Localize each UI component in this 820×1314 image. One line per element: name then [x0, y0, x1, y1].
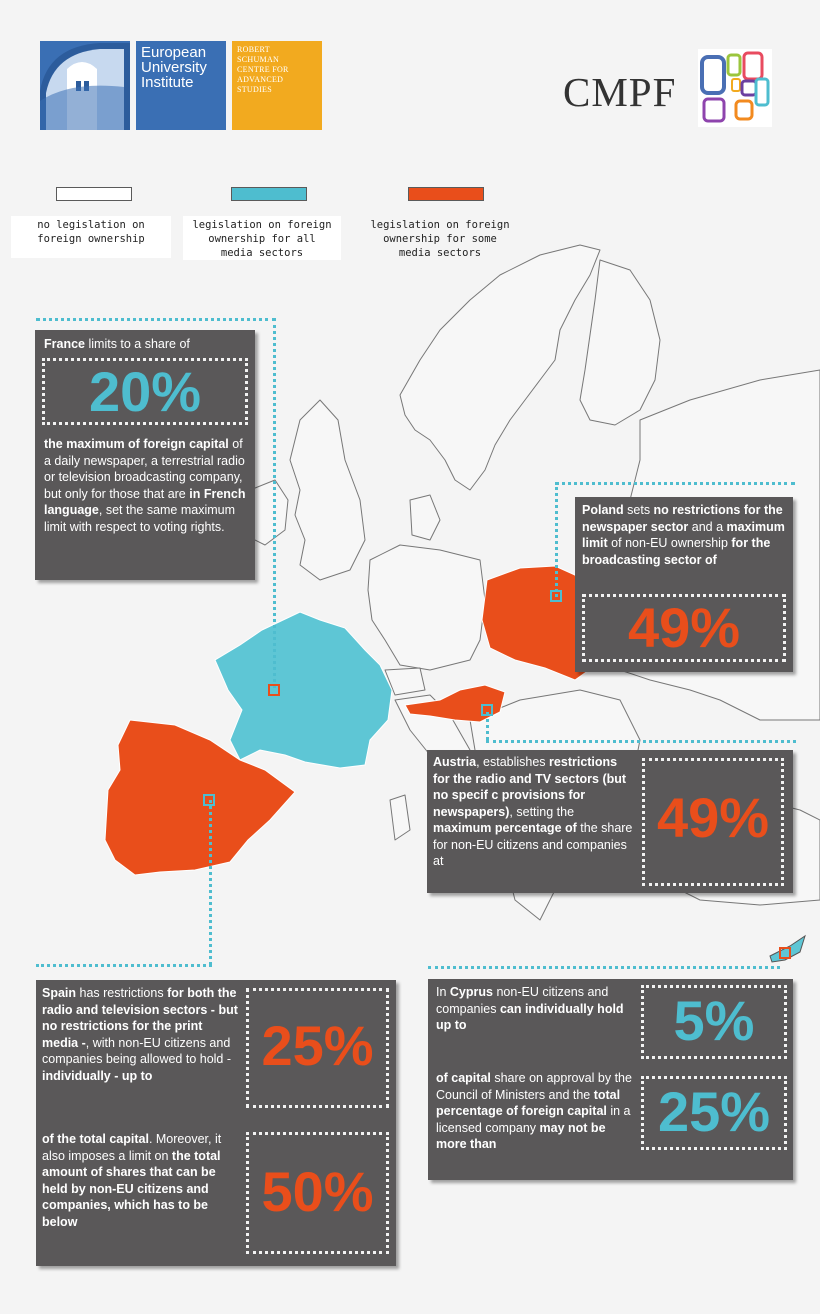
eui-logo-mark: [40, 41, 130, 130]
spain-connector: [209, 800, 212, 965]
poland-connector: [555, 482, 558, 597]
austria-marker: [481, 704, 493, 716]
sardinia: [390, 795, 410, 840]
germany-benelux: [368, 545, 485, 670]
cyprus-connector-top: [428, 966, 780, 969]
legend-label-all: legislation on foreign ownership for all media sectors: [183, 216, 341, 260]
austria-connector-top: [486, 740, 796, 743]
cyprus-pct1: 5%: [673, 989, 755, 1052]
austria-pct: 49%: [656, 786, 770, 849]
poland-connector-top: [555, 482, 795, 485]
rsc-line-5: STUDIES: [237, 85, 272, 94]
austria-connector: [486, 712, 489, 740]
austria-body: Austria, establishes restrictions for the radio and TV sectors (but no specif c provisions for newspapers), setting the maximum percentage of the share for non-EU citizens and companies at: [433, 755, 633, 868]
legend-label-some: legislation on foreign ownership for some media sectors: [370, 219, 510, 259]
legend-swatch-some: [408, 187, 484, 201]
cyprus-pct2: 25%: [657, 1080, 771, 1143]
cmpf-logo-text: CMPF: [563, 69, 677, 115]
poland-box: [575, 497, 793, 672]
scandinavia: [400, 245, 600, 490]
legend-swatch-none: [56, 187, 132, 201]
cyprus-marker: [779, 947, 791, 959]
france-body: the maximum of foreign capital of a daily newspaper, a terrestrial radio or television broadcasting company, but only for those that are in French language, set the same maximum limit with respect to voting rights.: [44, 437, 246, 534]
cmpf-logo-icon: [698, 49, 772, 127]
legend-swatch-all: [231, 187, 307, 201]
austria-box: [427, 750, 793, 893]
great-britain: [290, 400, 365, 580]
eui-line-3: Institute: [141, 74, 194, 91]
legend-label-none: no legislation on foreign ownership: [11, 216, 171, 258]
spain-marker: [203, 794, 215, 806]
rsc-line-2: SCHUMAN: [237, 55, 280, 64]
spain-pct2: 50%: [261, 1160, 374, 1223]
eui-logo-text: [136, 41, 226, 130]
france-marker: [268, 684, 280, 696]
cyprus-box: [428, 979, 793, 1180]
rsc-line-4: ADVANCED: [237, 75, 284, 84]
poland-pct: 49%: [627, 596, 741, 659]
france-intro: France limits to a share of: [44, 337, 190, 351]
france-connector-top: [36, 318, 276, 321]
spain-body-2: of the total capital. Moreover, it also imposes a limit on the total amount of shares that can be held by non-EU citizens and companies, which has to be below: [42, 1132, 222, 1229]
eui-line-2: University: [141, 59, 207, 76]
eui-line-1: European: [141, 44, 207, 61]
spain-body-1: Spain has restrictions for both the radio and television sectors - but no restrictions for the print media -, with non-EU citizens and companies being allowed to hold - individually - up to: [42, 986, 238, 1083]
spain-connector-top: [36, 964, 212, 967]
poland-marker: [550, 590, 562, 602]
denmark: [410, 495, 440, 540]
spain-box: [36, 980, 396, 1266]
rsc-line-3: CENTRE FOR: [237, 65, 289, 74]
poland-body: Poland sets no restrictions for the newspaper sector and a maximum limit of non-EU ownership for the broadcasting sector of: [582, 503, 785, 567]
cyprus-body-2: of capital share on approval by the Council of Ministers and the total percentage of foreign capital in a licensed company may not be more than: [436, 1071, 632, 1151]
cyprus-body-1: In Cyprus non-EU citizens and companies can individually hold up to: [436, 985, 624, 1032]
rsc-line-1: ROBERT: [237, 45, 270, 54]
france-box: [35, 330, 255, 580]
finland: [580, 260, 660, 425]
spain-pct1: 25%: [261, 1014, 374, 1077]
france-shape: [215, 612, 392, 768]
rsc-logo: [232, 41, 322, 130]
france-connector: [273, 318, 276, 688]
france-pct: 20%: [88, 360, 202, 423]
